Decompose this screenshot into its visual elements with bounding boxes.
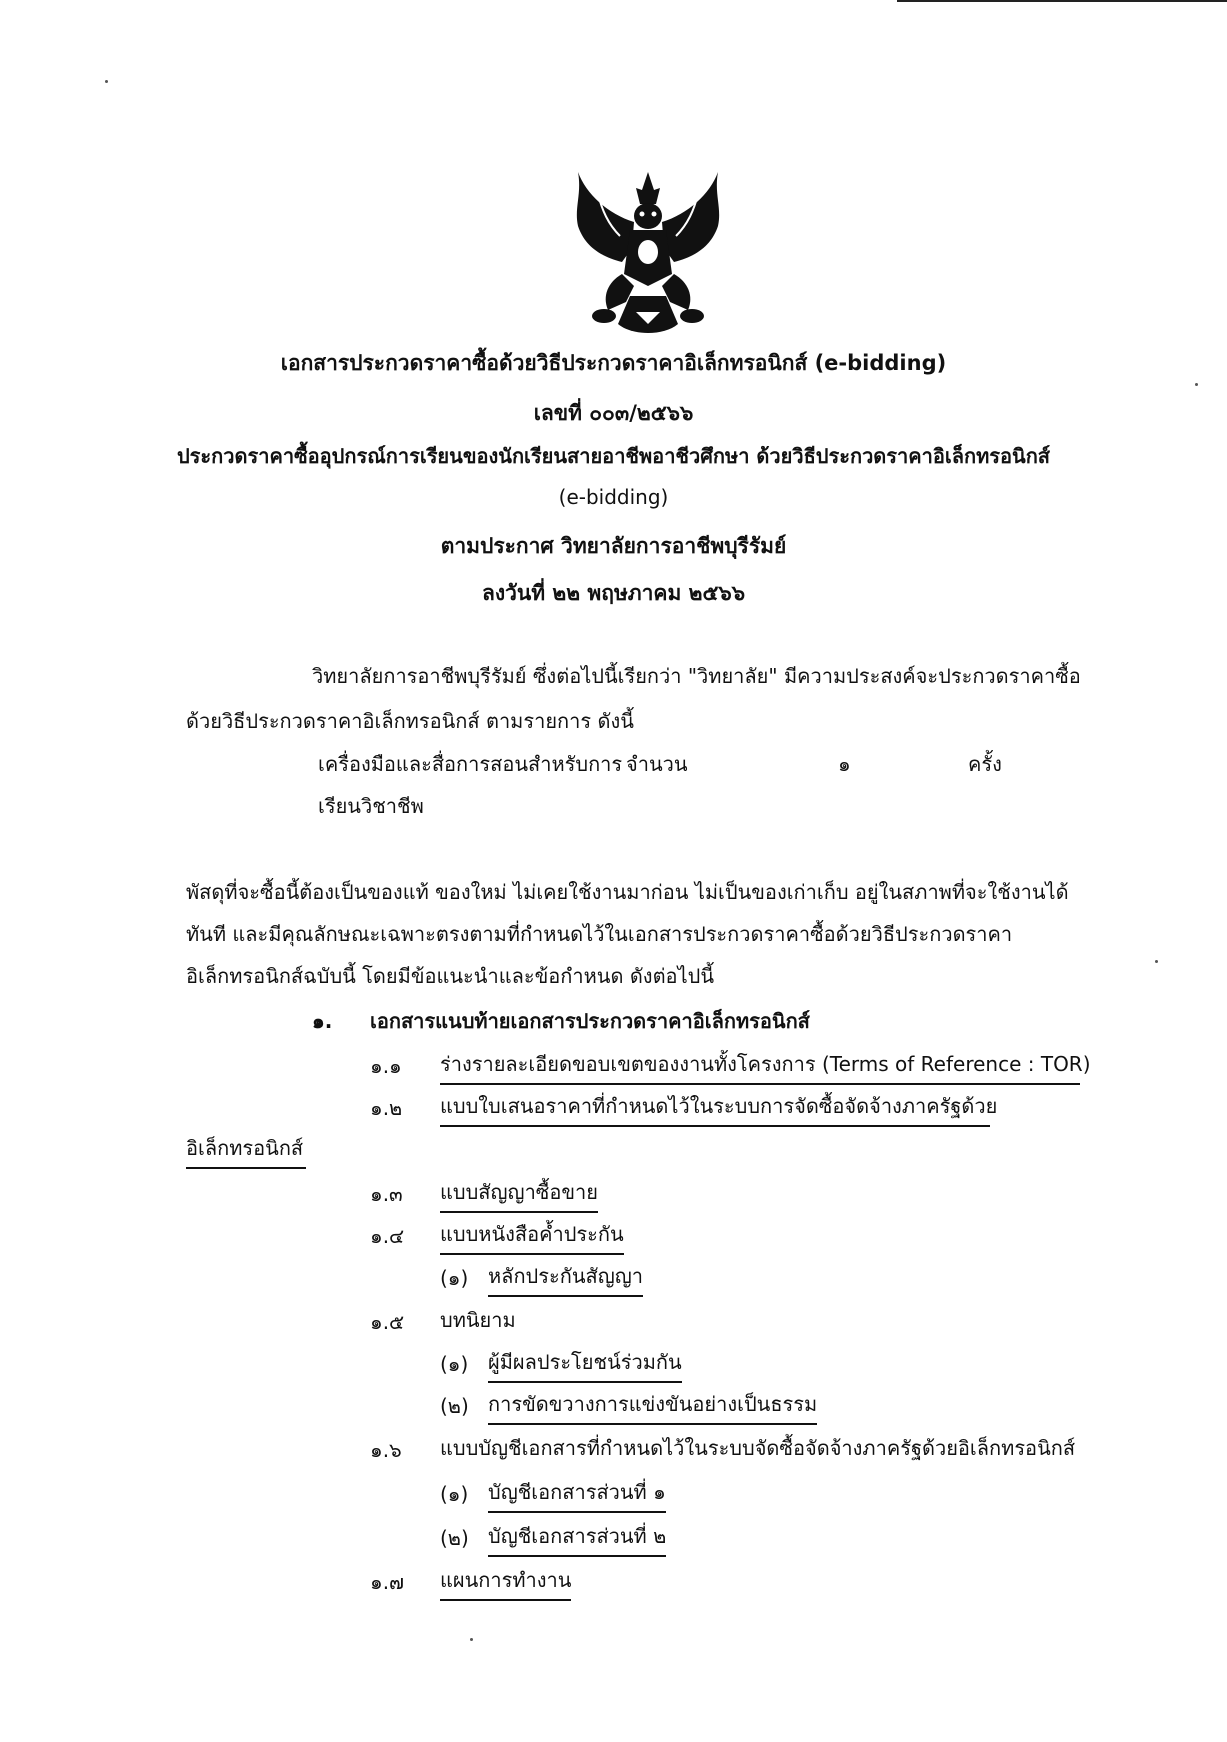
garuda-emblem <box>568 164 728 346</box>
section-item-text: แบบบัญชีเอกสารที่กำหนดไว้ในระบบจัดซื้อจัดจ้างภาครัฐด้วยอิเล็กทรอนิกส์ <box>440 1436 1076 1460</box>
subitem-number: (๑) <box>440 1482 469 1506</box>
section-item-number: ๑.๒ <box>370 1096 403 1120</box>
section-item-number: ๑.๑ <box>370 1054 402 1078</box>
scan-speck <box>1195 383 1198 386</box>
document-subject-line1: ประกวดราคาซื้ออุปกรณ์การเรียนของนักเรียนสายอาชีพอาชีวศึกษา ด้วยวิธีประกวดราคาอิเล็กทรอนิกส์ <box>176 444 1051 468</box>
scan-speck <box>105 80 108 83</box>
intro-line1: วิทยาลัยการอาชีพบุรีรัมย์ ซึ่งต่อไปนี้เรียกว่า "วิทยาลัย" มีความประสงค์จะประกวดราคาซื้อ <box>312 664 1081 688</box>
item-name-line2: เรียนวิชาชีพ <box>318 794 424 818</box>
section-item-text: ร่างรายละเอียดขอบเขตของงานทั้งโครงการ (Terms of Reference : TOR) <box>440 1048 1080 1085</box>
paragraph-line1: พัสดุที่จะซื้อนี้ต้องเป็นของแท้ ของใหม่ ไม่เคยใช้งานมาก่อน ไม่เป็นของเก่าเก็บ อยู่ในสภาพที่จะใช้งานได้ <box>186 880 1069 904</box>
item-name-line1: เครื่องมือและสื่อการสอนสำหรับการ <box>318 752 623 776</box>
document-subject-line2: (e-bidding) <box>558 485 669 509</box>
item-unit: ครั้ง <box>968 752 1002 776</box>
subitem-text: บัญชีเอกสารส่วนที่ ๑ <box>488 1476 666 1513</box>
section-item-text: แบบใบเสนอราคาที่กำหนดไว้ในระบบการจัดซื้อจัดจ้างภาครัฐด้วย <box>440 1090 990 1127</box>
paragraph-line2: ทันที และมีคุณลักษณะเฉพาะตรงตามที่กำหนดไว้ในเอกสารประกวดราคาซื้อด้วยวิธีประกวดราคา <box>186 922 1013 946</box>
subitem-text: บัญชีเอกสารส่วนที่ ๒ <box>488 1520 666 1557</box>
section-item-number: ๑.๗ <box>370 1570 405 1594</box>
section-item-continuation: อิเล็กทรอนิกส์ <box>186 1132 306 1169</box>
section-item-text: แบบหนังสือค้ำประกัน <box>440 1218 624 1255</box>
item-qty: ๑ <box>838 752 851 776</box>
paragraph-line3: อิเล็กทรอนิกส์ฉบับนี้ โดยมีข้อแนะนำและข้อกำหนด ดังต่อไปนี้ <box>186 964 714 988</box>
section-item-text: แบบสัญญาซื้อขาย <box>440 1176 598 1213</box>
section-item-number: ๑.๖ <box>370 1438 402 1462</box>
section-item-text: แผนการทำงาน <box>440 1564 571 1601</box>
document-number: เลขที่ ๐๐๓/๒๕๖๖ <box>533 401 694 425</box>
subitem-number: (๑) <box>440 1266 469 1290</box>
subitem-text: หลักประกันสัญญา <box>488 1260 643 1297</box>
intro-line2: ด้วยวิธีประกวดราคาอิเล็กทรอนิกส์ ตามรายการ ดังนี้ <box>186 709 634 733</box>
section-item-number: ๑.๕ <box>370 1310 405 1334</box>
announcement-line: ตามประกาศ วิทยาลัยการอาชีพบุรีรัมย์ <box>440 534 787 558</box>
top-edge-line <box>897 0 1227 2</box>
subitem-number: (๒) <box>440 1526 469 1550</box>
section-item-number: ๑.๔ <box>370 1224 405 1248</box>
section-title: เอกสารแนบท้ายเอกสารประกวดราคาอิเล็กทรอนิกส์ <box>370 1009 810 1033</box>
section-number: ๑. <box>312 1009 333 1033</box>
scan-speck <box>1155 960 1158 963</box>
section-item-text: บทนิยาม <box>440 1308 516 1332</box>
subitem-number: (๒) <box>440 1394 469 1418</box>
item-qty-label: จำนวน <box>626 752 688 776</box>
subitem-text: ผู้มีผลประโยชน์ร่วมกัน <box>488 1346 682 1383</box>
subitem-text: การขัดขวางการแข่งขันอย่างเป็นธรรม <box>488 1388 817 1425</box>
document-title: เอกสารประกวดราคาซื้อด้วยวิธีประกวดราคาอิเล็กทรอนิกส์ (e-bidding) <box>280 351 947 375</box>
scan-speck <box>470 1638 473 1641</box>
announcement-date: ลงวันที่ ๒๒ พฤษภาคม ๒๕๖๖ <box>481 581 746 605</box>
section-item-number: ๑.๓ <box>370 1182 403 1206</box>
subitem-number: (๑) <box>440 1352 469 1376</box>
